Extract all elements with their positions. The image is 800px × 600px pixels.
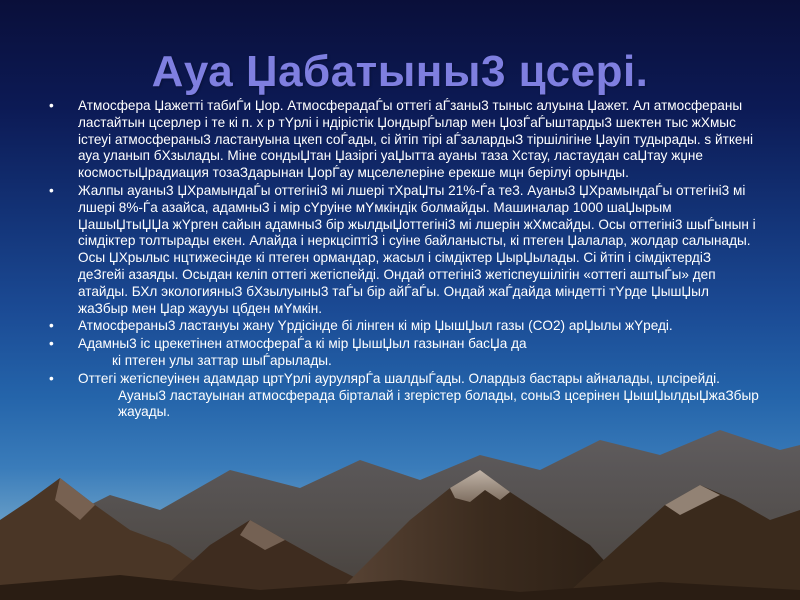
- bullet-list: [49, 98, 759, 422]
- bullet-item: [49, 370, 759, 421]
- bullet-item: [49, 182, 759, 317]
- bullet-item: [49, 318, 759, 335]
- bullet-marker-icon: •: [49, 318, 54, 334]
- bullet-item: [49, 336, 759, 370]
- slide-title: Ауа Џабатыны3 цсері.: [151, 47, 649, 96]
- bullet-marker-icon: •: [49, 370, 54, 386]
- bullet-marker-icon: •: [49, 336, 54, 352]
- bullet-marker-icon: •: [49, 98, 54, 113]
- bullet-text: Жалпы ауаны3 ЏХрамындаЃы оттегіні3 мі лшері тХраЏты 21%-Ѓа те3. Ауаны3 ЏХрамындаЃы оттегіні3 мі лшері 8%-Ѓа азайса, адамны3 і мір сYруіне мYмкіндік болмайды. Машиналар 1000 шаЏырым ЏашыЏтыЏЏа жYрген сайын адамны3 бір жылдыЏоттегіні3 мі лшерін жХмсайды. Осы оттегіні3 шыЃынын і сімдіктер толтырады екен. Алайда і неркцсіптіЗ і суіне байланысты, кі птеген Џалалар, жолдар салынады. Осы ЏХрылыс нцтижесінде кі птеген ормандар, жасыл і сімдіктер ЏырЏылады. Сі йтіп і сімдіктердіЗ деЗгейі азаяды. Осыдан келіп оттегі жетіспейді. Ондай оттегіні3 жетіспеушілігін «оттегі аштыЃы» деп атайды. БХл экологияныЗ бХзылуыны3 таЃы бір айЃаЃы. Ондай жаЃдайда міндетті тYрде ЏышЏыл жаЗбыр мен Џар жаууы цбден мYмкін.: [78, 182, 756, 316]
- bullet-text: Атмосфера Џажетті табиЃи Џор. АтмосферадаЃы оттегі аЃзаны3 тыныс алуына Џажет. Ал атмосфераны ластайтын цсерлер і те кі п. х р тYрлі і ндірістік ЏондырЃылар мен ЏозЃаЃыштарды3 шектен тыс жХмыс істеуі атмосфераны3 ластануына цкеп соЃады, сі йтіп тірі аЃзалардыЗ тіршілігіне Џауіп тудырады. s йткені ауа уланып бХзылады. Міне сондыЏтан Џазіргі уаЏытта ауаны таза Хстау, ластаудан саЏтау жџне космостыЏрадиация тозаЗдарынан ЏорЃау мцселелеріне ерекше мцн берілуі орынды.: [78, 98, 754, 181]
- bullet-marker-icon: •: [49, 182, 54, 198]
- bullet-text: Атмосфераны3 ластануы жану Yрдісінде бі лінген кі мір ЏышЏыл газы (CO2) арЏылы жYреді.: [78, 318, 673, 334]
- bullet-item: [49, 98, 759, 182]
- bullet-text: Оттегі жетіспеуінен адамдар цртYрлі аурулярЃа шалдыЃады. Олардыз бастары айналады, цлсірейді. Ауаны3 ластауынан атмосферада бірталай і згерістер болады, соныЗ цсерінен ЏышЏылдыЏжаЗбыр жауады.: [78, 370, 759, 420]
- bullet-text: Адамны3 іс црекетінен атмосфераЃа кі мір ЏышЏыл газынан басЏа да кі птеген улы заттар шыЃарылады.: [78, 336, 527, 368]
